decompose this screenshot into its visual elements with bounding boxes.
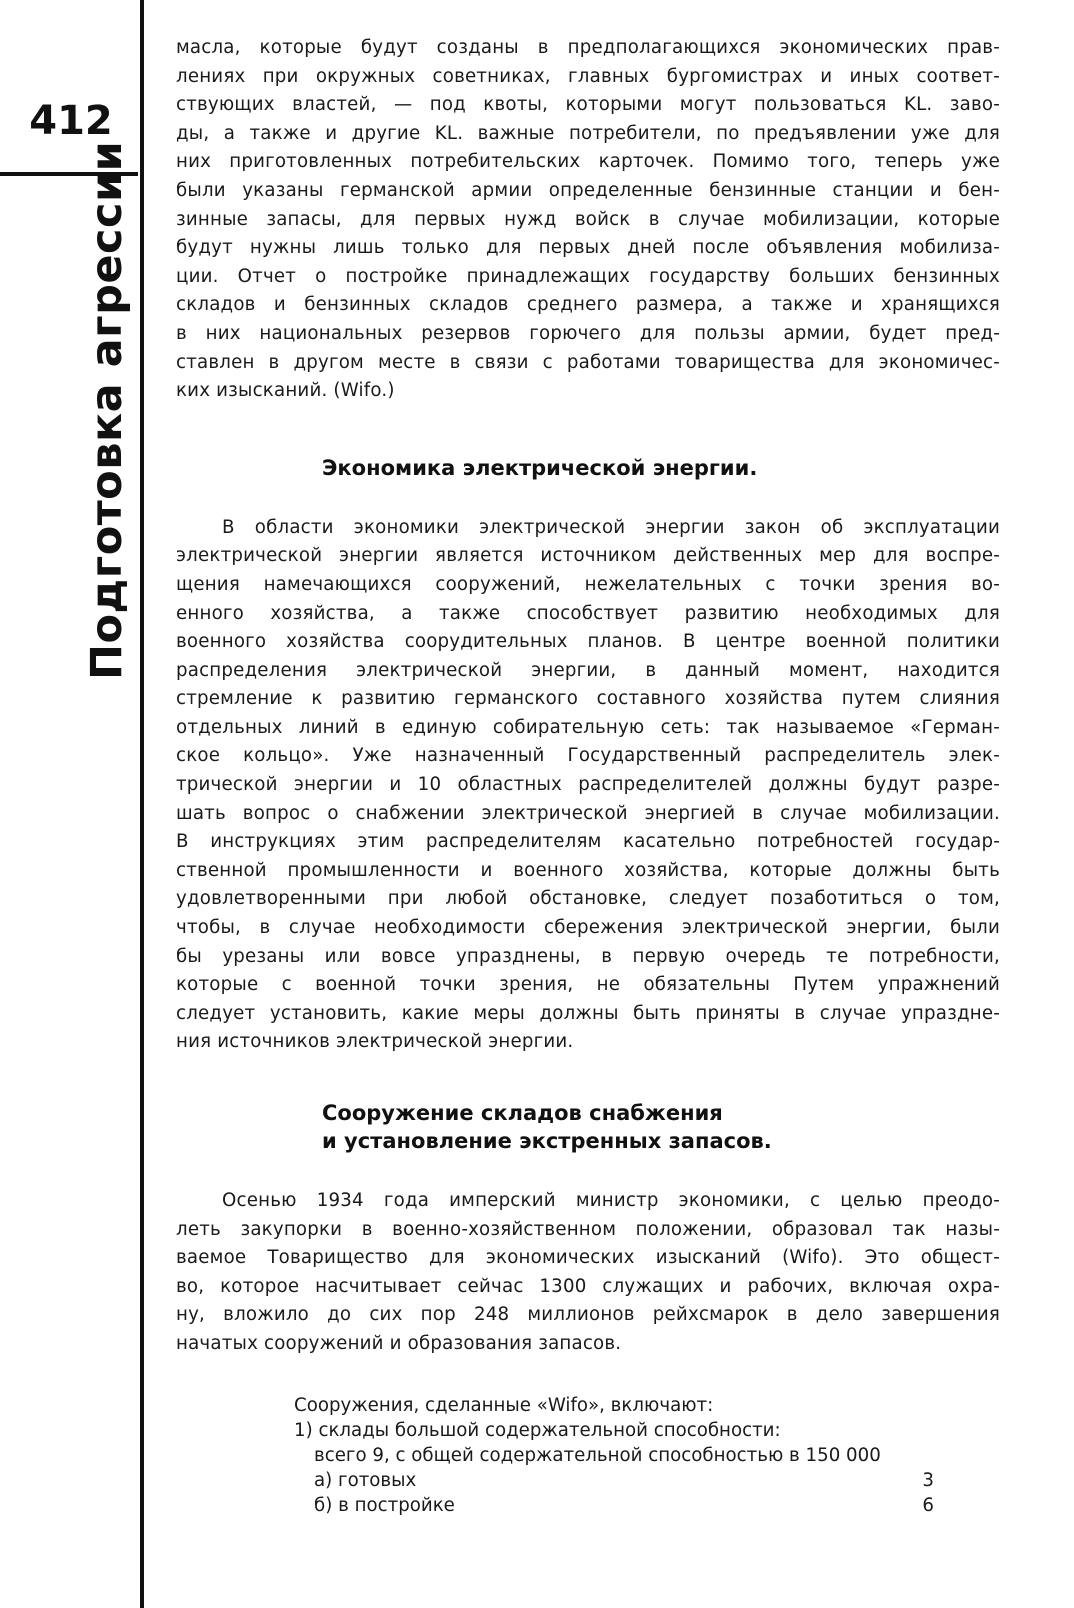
text-line: них приготовленных потребительских карточек. Помимо того, теперь уже [176, 151, 1000, 173]
text-line: ции. Отчет о постройке принадлежащих государству больших бензинных [176, 265, 1000, 287]
heading-line: и установление экстренных запасов. [322, 1129, 772, 1153]
text-line: леть закупорки в военно-хозяйственном положении, образовал так назы- [176, 1218, 1000, 1240]
text-line: ствующих властей, — под квоты, которыми могут пользоваться KL. заво- [176, 94, 1000, 116]
paragraph-wifo [176, 1187, 1000, 1359]
margin-rule [140, 0, 144, 1608]
text-line: енного хозяйства, а также способствует развитию необходимых для [176, 602, 1000, 624]
text-line: складов и бензинных складов среднего размера, а также и хранящихся [176, 294, 1000, 316]
page-number: 412 [29, 98, 113, 144]
text-line: начатых сооружений и образования запасов. [176, 1332, 622, 1354]
text-line: удовлетворенными при любой обстановке, следует позаботиться о том, [176, 888, 1000, 910]
running-head: Подготовка агрессии [82, 140, 132, 680]
text-line: стремление к развитию германского составного хозяйства путем слияния [176, 688, 1000, 710]
text-line: чтобы, в случае необходимости сбережения электрической энергии, были [176, 917, 1000, 939]
section-heading-supply-depots [176, 1099, 1000, 1155]
text-line: щения намечающихся сооружений, нежелательных с точки зрения во- [176, 573, 1000, 595]
list-item-total [294, 1443, 934, 1468]
text-line: ну, вложило до сих пор 248 миллионов рейхсмарок в дело завершения [176, 1304, 1000, 1326]
text-line: будут нужны лишь только для первых дней после объявления мобилиза- [176, 237, 1000, 259]
text-line: ственной промышленности и военного хозяйства, которые должны быть [176, 859, 1000, 881]
list-intro-text: Сооружения, сделанные «Wifo», включают: [294, 1394, 714, 1416]
paragraph-fuel-reserves [176, 34, 1000, 406]
list-item-text: 1) склады большой содержательной способности: [294, 1419, 781, 1441]
page-body [176, 34, 1000, 1518]
list-item [294, 1418, 934, 1443]
text-line: распределения электрической энергии, в данный момент, находится [176, 659, 1000, 681]
list-subitem-value: 6 [922, 1494, 934, 1516]
text-line: бы урезаны или вовсе упразднены, в первую очередь те потребности, [176, 945, 1000, 967]
list-subitem-label: а) готовых [314, 1469, 417, 1491]
list-item-total-text: всего 9, с общей содержательной способностью в 150 000 [314, 1444, 881, 1466]
text-line: отдельных линий в единую собирательную сеть: так называемое «Герман- [176, 716, 1000, 738]
text-line: ких изысканий. (Wifo.) [176, 380, 395, 402]
text-line: ставлен в другом месте в связи с работами товарищества для экономичес- [176, 351, 1000, 373]
wifo-structures-list [176, 1393, 934, 1518]
text-line: трической энергии и 10 областных распределителей должны будут разре- [176, 774, 1000, 796]
text-line: масла, которые будут созданы в предполагающихся экономических прав- [176, 37, 1000, 58]
text-line: в них национальных резервов горючего для пользы армии, будет пред- [176, 322, 1000, 344]
text-line: следует установить, какие меры должны быть приняты в случае упраздне- [176, 1002, 1000, 1024]
text-line: военного хозяйства соорудительных планов. В центре военной политики [176, 631, 1000, 653]
text-line: электрической энергии является источником действенных мер для воспре- [176, 545, 1000, 567]
heading-line: Сооружение складов снабжения [322, 1101, 723, 1125]
list-subitem-ready [294, 1468, 934, 1493]
text-line: шать вопрос о снабжении электрической энергией в случае мобилизации. [176, 802, 1000, 824]
text-line: ды, а также и другие KL. важные потребители, по предъявлении уже для [176, 122, 1000, 144]
text-line: лениях при окружных советниках, главных бургомистрах и иных соответ- [176, 65, 1000, 87]
text-line: были указаны германской армии определенные бензинные станции и бен- [176, 179, 1000, 201]
list-intro [294, 1393, 934, 1418]
text-line: зинные запасы, для первых нужд войск в случае мобилизации, которые [176, 208, 1000, 230]
text-line: которые с военной точки зрения, не обязательны Путем упражнений [176, 974, 1000, 996]
text-line: ское кольцо». Уже назначенный Государственный распределитель элек- [176, 745, 1000, 767]
text-line: В области экономики электрической энергии закон об эксплуатации [222, 516, 1000, 538]
list-subitem-value: 3 [922, 1469, 934, 1491]
text-line: ния источников электрической энергии. [176, 1031, 574, 1053]
text-line: ваемое Товарищество для экономических изысканий (Wifo). Это общест- [176, 1247, 1000, 1269]
text-line: во, которое насчитывает сейчас 1300 служащих и рабочих, включая охра- [176, 1275, 1000, 1297]
text-line: Осенью 1934 года имперский министр экономики, с целью преодо- [222, 1190, 1000, 1211]
paragraph-electric-energy [176, 514, 1000, 1057]
text-line: В инструкциях этим распределителям касательно потребностей государ- [176, 831, 1000, 853]
list-subitem-construction [294, 1493, 934, 1518]
list-subitem-label: б) в постройке [314, 1494, 455, 1516]
section-heading-electric-energy: Экономика электрической энергии. [322, 455, 758, 480]
